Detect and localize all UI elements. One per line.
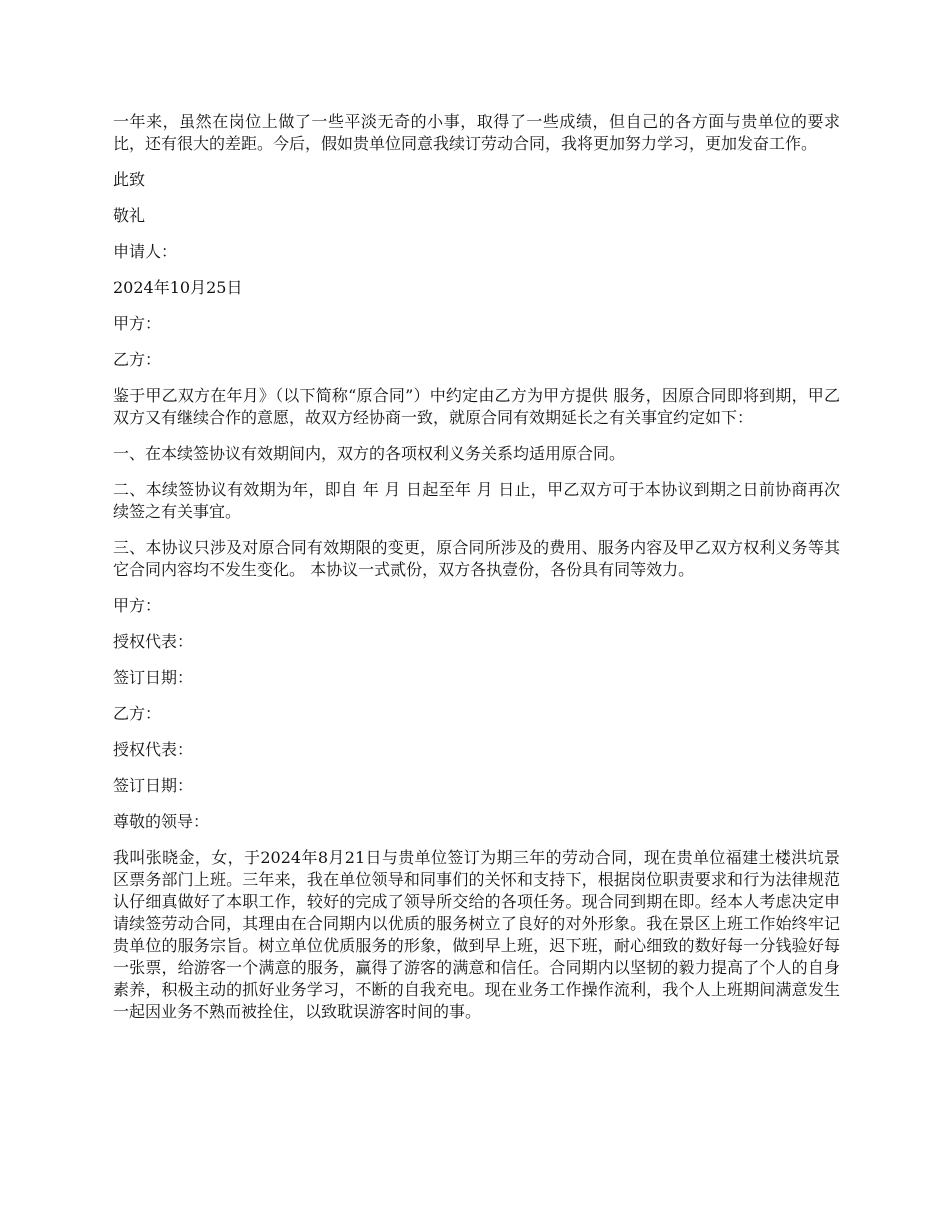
paragraph-salutation-cizhi: 此致 [113,170,146,189]
paragraph-clause-2: 二、本续签协议有效期为年，即自 年 月 日起至年 月 日止，甲乙双方可于本协议到期之日前协商再次续签之有关事宜。 [113,480,840,521]
paragraph-party-b: 乙方： [113,350,162,369]
paragraph-salutation-jingli: 敬礼 [113,206,146,225]
paragraph-party-a: 甲方： [113,314,162,333]
paragraph-clause-1: 一、在本续签协议有效期间内，双方的各项权利义务关系均适用原合同。 [113,444,626,463]
paragraph-application-body: 我叫张晓金，女，于2024年8月21日与贵单位签订为期三年的劳动合同，现在贵单位福建土楼洪坑景区票务部门上班。三年来，我在单位领导和同事们的关怀和支持下，根据岗位职责要求和行为法律规范认仔细真做好了本职工作，较好的完成了领导所交给的各项任务。现合同到期在即。经本人考虑决定申请续签劳动合同，其理由在合同期内以优质的服务树立了良好的对外形象。我在景区上班工作始终牢记贵单位的服务宗旨。树立单位优质服务的形象，做到早上班，迟下班，耐心细致的数好每一分钱验好每一张票，给游客一个满意的服务，赢得了游客的满意和信任。合同期内以坚韧的毅力提高了个人的自身素养，积极主动的抓好业务学习，不断的自我充电。现在业务工作操作流利，我个人上班期间满意发生一起因业务不熟而被拴住，以致耽误游客时间的事。 [113,848,840,1021]
paragraph-date: 2024年10月25日 [113,278,243,297]
paragraph-clause-3: 三、本协议只涉及对原合同有效期限的变更，原合同所涉及的费用、服务内容及甲乙双方权利义务等其它合同内容均不发生变化。 本协议一式贰份，双方各执壹份，各份具有同等效力。 [113,538,840,579]
paragraph-sign-rep-a: 授权代表： [113,632,194,651]
paragraph-sign-party-a: 甲方： [113,596,162,615]
paragraph-sign-rep-b: 授权代表： [113,740,194,759]
paragraph-sign-party-b: 乙方： [113,704,162,723]
paragraph-sign-date-a: 签订日期： [113,668,194,687]
paragraph-agreement-preamble: 鉴于甲乙双方在年月》（以下简称“原合同”）中约定由乙方为甲方提供 服务，因原合同即将到期，甲乙双方又有继续合作的意愿，故双方经协商一致，就原合同有效期延长之有关事宜约定如下： [113,386,840,427]
paragraph-closing-remarks: 一年来，虽然在岗位上做了一些平淡无奇的小事，取得了一些成绩，但自己的各方面与贵单位的要求比，还有很大的差距。今后，假如贵单位同意我续订劳动合同，我将更加努力学习，更加发奋工作。 [113,112,840,153]
paragraph-sign-date-b: 签订日期： [113,776,194,795]
document-body [113,111,840,1037]
paragraph-greeting: 尊敬的领导： [113,812,210,831]
paragraph-applicant: 申请人： [113,242,178,261]
